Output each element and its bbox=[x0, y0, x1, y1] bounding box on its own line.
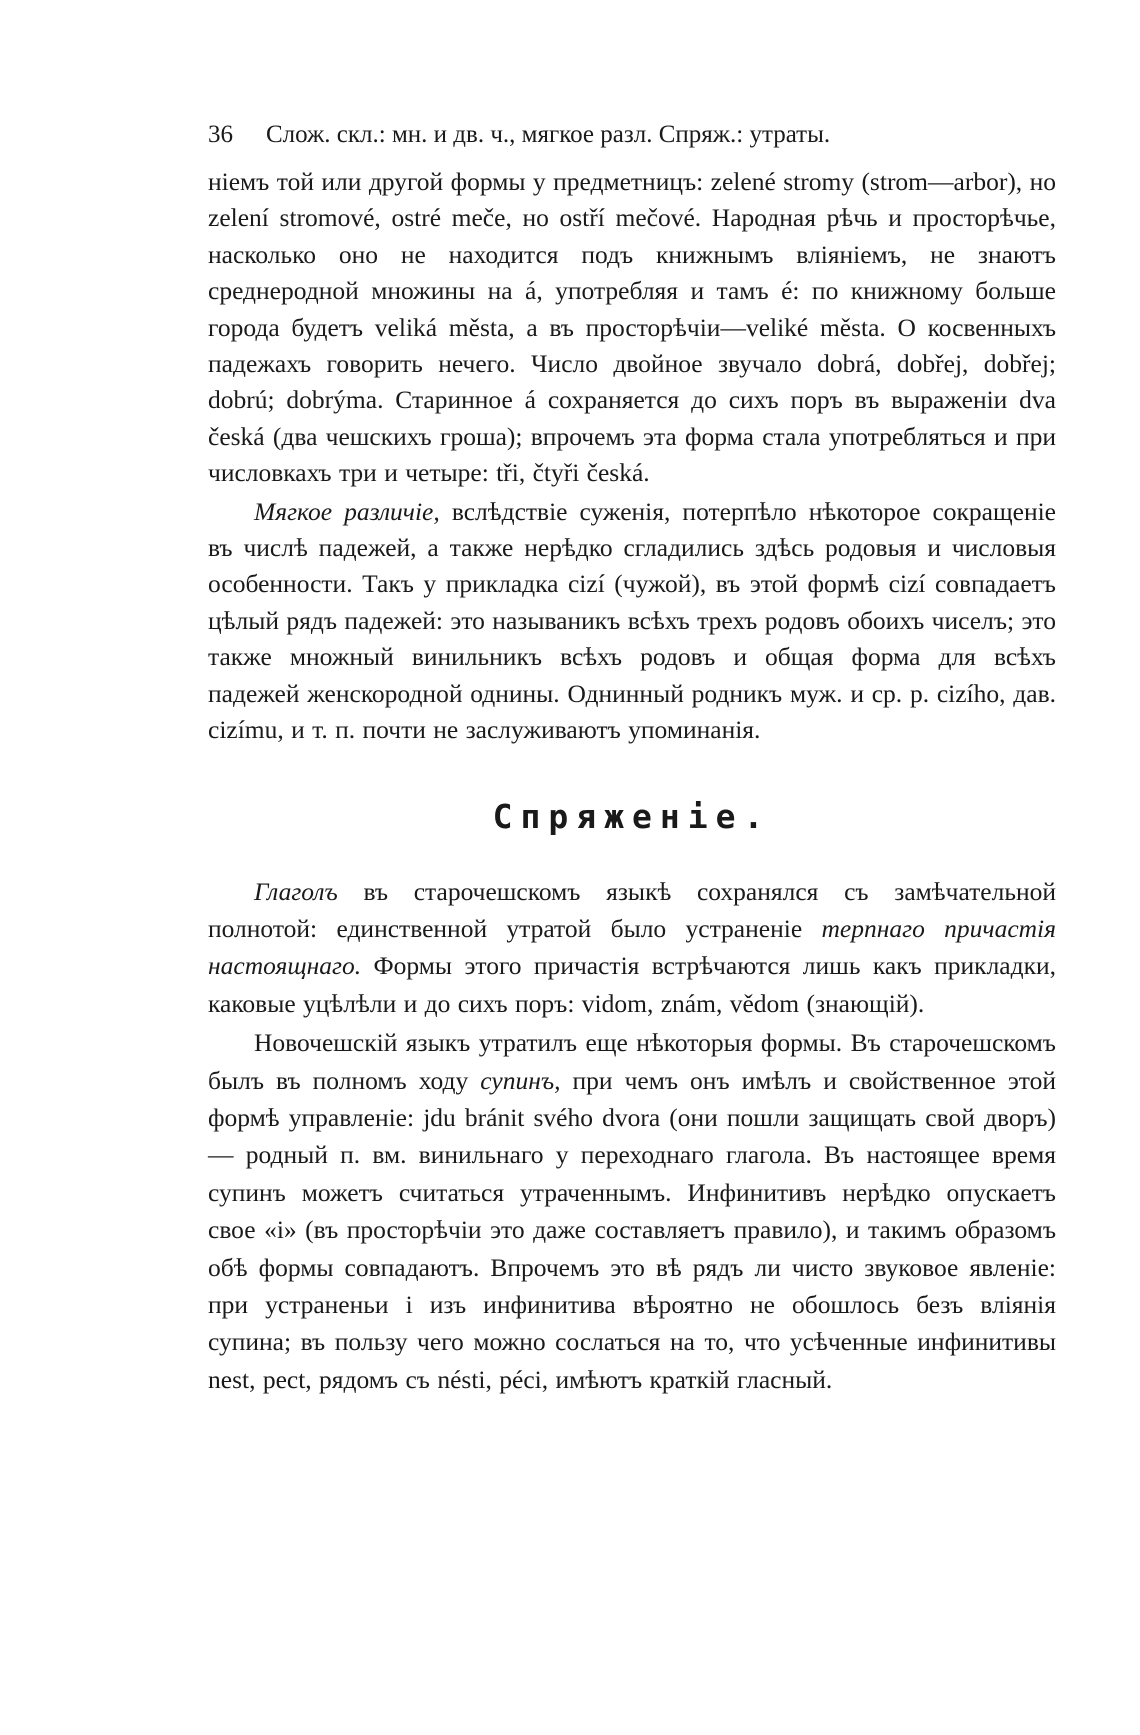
paragraph-1-text: ніемъ той или другой формы у предметницъ: zelené stromy (strom—arbor), но zelení stromové, ostré meče, но ostří mečové. Народная рѣчь и просторѣчье, насколько оно не находится подъ книжнымъ вліяніемъ, не знаютъ среднеродной множины на á, употребляя и тамъ é: по книжному больше города будетъ veliká města, а въ просторѣчіи—veliké města. О косвенныхъ падежахъ говорить нечего. Число двойное звучало dobrá, dobřej, dobřej; dobrú; dobrýma. Старинное á сохраняется до сихъ поръ въ выраженіи dva česká (два чешскихъ гроша); впрочемъ эта форма стала употребляться и при числовкахъ три и четыре: tři, čtyři česká. bbox=[208, 167, 1056, 488]
paragraph-4-italic: супинъ, bbox=[480, 1065, 561, 1095]
paragraph-2 bbox=[208, 494, 1056, 749]
paragraph-3-italic: терпнаго причастія настоящнаго. bbox=[208, 913, 1056, 981]
paragraph-4 bbox=[208, 1024, 1056, 1398]
paragraph-3-text-a: въ старочешскомъ языкѣ сохранялся съ замѣчательной полнотой: единственной утратой было устраненіе bbox=[208, 876, 1056, 943]
paragraph-4-text-a: Новочешскій языкъ утратилъ еще нѣкоторыя формы. Въ старочешскомъ былъ въ полномъ ходу bbox=[208, 1028, 1056, 1095]
page-number: 36 bbox=[208, 121, 233, 148]
section-title: Спряженіе. bbox=[492, 796, 772, 836]
page bbox=[208, 118, 1056, 1398]
section-body bbox=[208, 873, 1056, 1399]
paragraph-2-lead: Мягкое различіе, bbox=[254, 496, 440, 526]
paragraph-3-text-c: Формы этого причастія встрѣчаются лишь какъ прикладки, каковые уцѣлѣли и до сихъ поръ: vidom, znám, vědom (знающій). bbox=[208, 951, 1056, 1018]
paragraph-1 bbox=[208, 164, 1056, 492]
running-head bbox=[208, 118, 1056, 164]
paragraph-4-text-c: при чемъ онъ имѣлъ и свойственное этой формѣ управленіе: jdu bránit svého dvora (они пошли защищать свой дворъ) — родный п. вм. винильнаго у переходнаго глагола. Въ настоящее время супинъ можетъ считаться утраченнымъ. Инфинитивъ нерѣдко опускаетъ свое «і» (въ просторѣчіи это даже составляетъ правило), и такимъ образомъ обѣ формы совпадаютъ. Впрочемъ это вѣ рядъ ли чисто звуковое явленіе: при устраненьи і изъ инфинитива вѣроятно не обошлось безъ вліянія супина; въ пользу чего можно сослаться на то, что усѣченные инфинитивы nest, pect, рядомъ съ nésti, péci, имѣютъ краткій гласный. bbox=[208, 1065, 1056, 1394]
paragraph-3 bbox=[208, 873, 1056, 1023]
paragraph-2-text: вслѣдствіе суженія, потерпѣло нѣкоторое сокращеніе въ числѣ падежей, а также нерѣдко сгладились здѣсь родовыя и числовыя особенности. Такъ у прикладка cizí (чужой), въ этой формѣ cizí совпадаетъ цѣлый рядъ падежей: это называникъ всѣхъ трехъ родовъ обоихъ чиселъ; это также множный винильникъ всѣхъ родовъ и общая форма для всѣхъ падежей женскородной однины. Однинный родникъ муж. и ср. р. cizího, дав. cizímu, и т. п. почти не заслуживаютъ упоминанія. bbox=[208, 496, 1056, 745]
running-title: Слож. скл.: мн. и дв. ч., мягкое разл. Спряж.: утраты. bbox=[266, 121, 831, 148]
paragraph-3-lead: Глаголъ bbox=[254, 876, 338, 906]
